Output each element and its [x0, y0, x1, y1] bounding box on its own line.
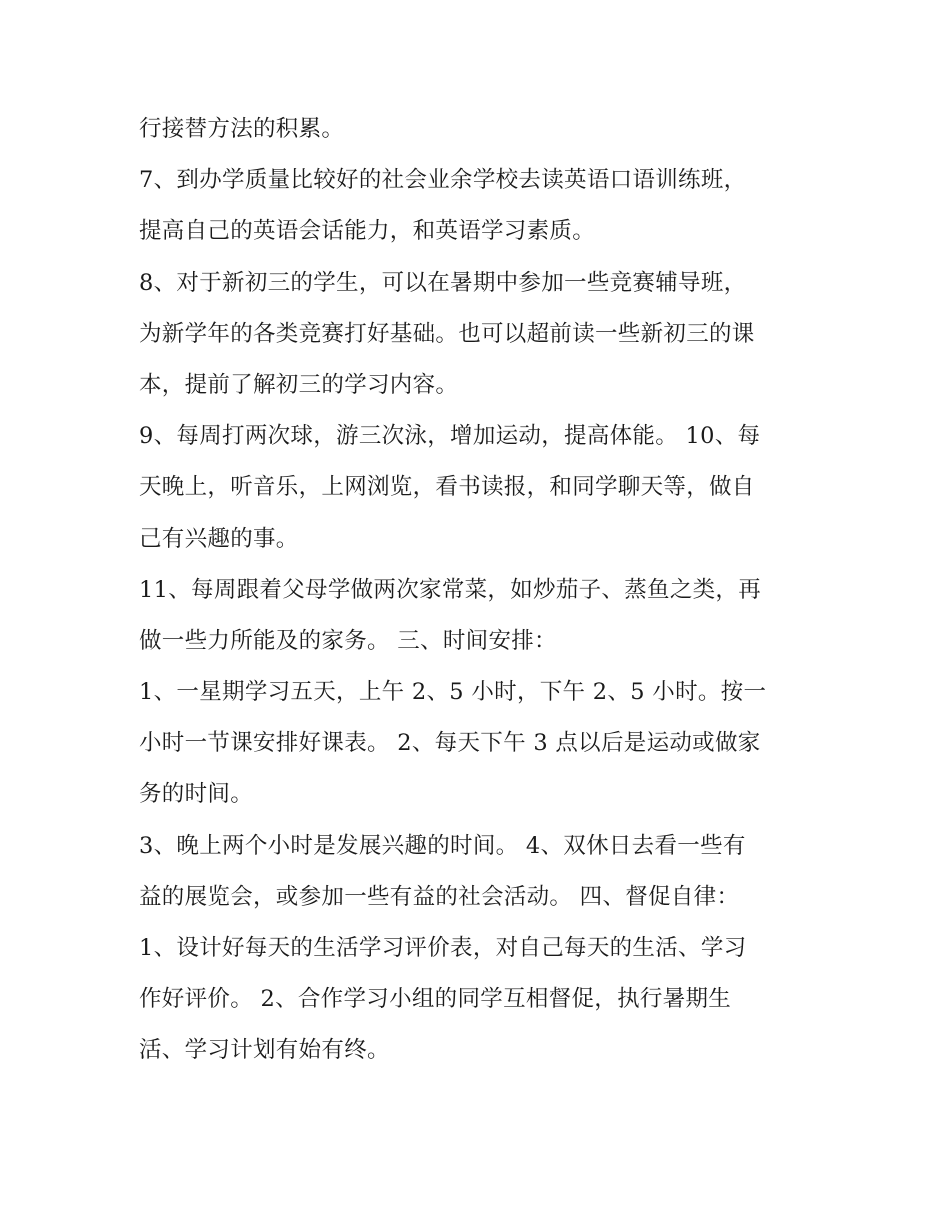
text-line: 为新学年的各类竞赛打好基础。也可以超前读一些新初三的课 — [139, 320, 755, 347]
text-line: 行接替方法的积累。 — [139, 116, 345, 142]
text-line: 作好评价。 2、合作学习小组的同学互相督促，执行暑期生 — [139, 986, 732, 1013]
text-line: 益的展览会，或参加一些有益的社会活动。 四、督促自律： — [139, 883, 740, 910]
text-line: 7、到办学质量比较好的社会业余学校去读英语口语训练班， — [139, 167, 747, 194]
text-line: 9、每周打两次球，游三次泳，增加运动，提高体能。 10、每 — [139, 423, 761, 450]
text-line: 11、每周跟着父母学做两次家常菜，如炒茄子、蒸鱼之类，再 — [139, 576, 762, 603]
text-line: 小时一节课安排好课表。 2、每天下午 3 点以后是运动或做家 — [139, 730, 761, 757]
document-body — [139, 104, 829, 1077]
text-line: 8、对于新初三的学生，可以在暑期中参加一些竞赛辅导班， — [139, 269, 747, 296]
text-line: 1、一星期学习五天，上午 2、5 小时，下午 2、5 小时。按一 — [139, 679, 767, 706]
text-line: 做一些力所能及的家务。 三、时间安排： — [139, 627, 557, 654]
text-line: 本，提前了解初三的学习内容。 — [139, 371, 459, 398]
text-line: 活、学习计划有始有终。 — [139, 1037, 390, 1064]
text-line: 务的时间。 — [139, 781, 254, 808]
text-line: 3、晚上两个小时是发展兴趣的时间。 4、双休日去看一些有 — [139, 832, 746, 859]
text-line: 提高自己的英语会话能力，和英语学习素质。 — [139, 218, 596, 245]
text-line: 1、设计好每天的生活学习评价表，对自己每天的生活、学习 — [139, 935, 747, 961]
text-line: 天晚上，听音乐，上网浏览，看书读报，和同学聊天等，做自 — [139, 474, 755, 501]
text-line: 己有兴趣的事。 — [139, 525, 299, 552]
